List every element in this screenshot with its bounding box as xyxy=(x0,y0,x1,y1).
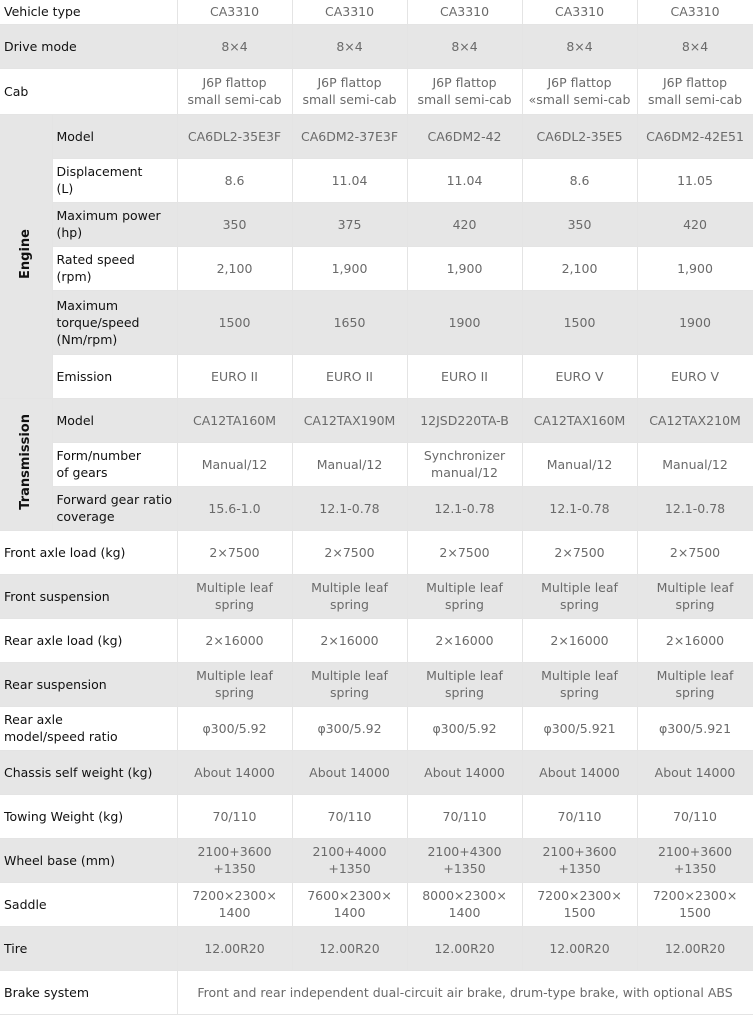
spec-row xyxy=(0,398,753,442)
cell-value: 1,900 xyxy=(292,246,407,290)
row-label: Emission xyxy=(52,354,177,398)
cell-value: 8000×2300× 1400 xyxy=(407,882,522,926)
cell-value: 11.04 xyxy=(292,158,407,202)
row-label: Form/number of gears xyxy=(52,442,177,486)
cell-value: 12.00R20 xyxy=(292,926,407,970)
row-label: Rear axle load (kg) xyxy=(0,618,177,662)
cell-value: 8×4 xyxy=(407,24,522,68)
cell-value: Multiple leaf spring xyxy=(522,574,637,618)
spec-row xyxy=(0,202,753,246)
cell-value: 2×7500 xyxy=(522,530,637,574)
group-label-cell xyxy=(0,398,52,530)
cell-value: 7200×2300× 1500 xyxy=(522,882,637,926)
cell-value: About 14000 xyxy=(177,750,292,794)
cell-value: 1,900 xyxy=(637,246,753,290)
cell-value: 1900 xyxy=(407,290,522,354)
spec-row xyxy=(0,0,753,24)
cell-value: 2×16000 xyxy=(637,618,753,662)
cell-value: 2×7500 xyxy=(292,530,407,574)
cell-value: About 14000 xyxy=(637,750,753,794)
cell-value: 8×4 xyxy=(292,24,407,68)
cell-value: 420 xyxy=(637,202,753,246)
cell-value: Multiple leaf spring xyxy=(407,574,522,618)
cell-value: 70/110 xyxy=(407,794,522,838)
spec-row xyxy=(0,926,753,970)
cell-value: CA6DM2-37E3F xyxy=(292,114,407,158)
cell-value: EURO II xyxy=(407,354,522,398)
cell-value: 8×4 xyxy=(177,24,292,68)
spec-row xyxy=(0,706,753,750)
cell-value: Multiple leaf spring xyxy=(522,662,637,706)
row-label: Model xyxy=(52,398,177,442)
cell-value: 11.05 xyxy=(637,158,753,202)
row-label: Wheel base (mm) xyxy=(0,838,177,882)
cell-value: 12.1-0.78 xyxy=(637,486,753,530)
spec-row xyxy=(0,290,753,354)
brake-value: Front and rear independent dual-circuit air brake, drum-type brake, with optional ABS xyxy=(177,970,753,1014)
cell-value: Manual/12 xyxy=(637,442,753,486)
spec-row xyxy=(0,618,753,662)
cell-value: 70/110 xyxy=(177,794,292,838)
spec-row xyxy=(0,750,753,794)
cell-value: φ300/5.921 xyxy=(522,706,637,750)
row-label: Chassis self weight (kg) xyxy=(0,750,177,794)
row-label: Saddle xyxy=(0,882,177,926)
group-label: Engine xyxy=(18,229,34,279)
row-label: Towing Weight (kg) xyxy=(0,794,177,838)
cell-value: 2×16000 xyxy=(522,618,637,662)
row-label: Drive mode xyxy=(0,24,177,68)
cell-value: J6P flattop small semi-cab xyxy=(177,68,292,114)
cell-value: 2100+4300 +1350 xyxy=(407,838,522,882)
cell-value: 2100+3600 +1350 xyxy=(637,838,753,882)
cell-value: 15.6-1.0 xyxy=(177,486,292,530)
spec-row xyxy=(0,68,753,114)
cell-value: 2×16000 xyxy=(407,618,522,662)
cell-value: 2,100 xyxy=(522,246,637,290)
cell-value: Multiple leaf spring xyxy=(637,574,753,618)
cell-value: CA6DL2-35E5 xyxy=(522,114,637,158)
cell-value: 375 xyxy=(292,202,407,246)
cell-value: EURO II xyxy=(292,354,407,398)
cell-value: 8.6 xyxy=(522,158,637,202)
cell-value: 12.00R20 xyxy=(407,926,522,970)
cell-value: 12.1-0.78 xyxy=(407,486,522,530)
cell-value: Synchronizer manual/12 xyxy=(407,442,522,486)
cell-value: CA3310 xyxy=(637,0,753,24)
row-label: Vehicle type xyxy=(0,0,177,24)
cell-value: CA3310 xyxy=(292,0,407,24)
cell-value: 2×16000 xyxy=(177,618,292,662)
cell-value: 70/110 xyxy=(292,794,407,838)
cell-value: Multiple leaf spring xyxy=(177,574,292,618)
cell-value: CA12TAX160M xyxy=(522,398,637,442)
cell-value: 1500 xyxy=(522,290,637,354)
cell-value: 8×4 xyxy=(637,24,753,68)
cell-value: CA3310 xyxy=(522,0,637,24)
cell-value: EURO V xyxy=(637,354,753,398)
cell-value: 2×7500 xyxy=(177,530,292,574)
spec-row xyxy=(0,882,753,926)
row-label: Model xyxy=(52,114,177,158)
spec-row xyxy=(0,794,753,838)
cell-value: 2×16000 xyxy=(292,618,407,662)
row-label: Forward gear ratio coverage xyxy=(52,486,177,530)
spec-row xyxy=(0,662,753,706)
cell-value: CA12TA160M xyxy=(177,398,292,442)
cell-value: EURO II xyxy=(177,354,292,398)
cell-value: About 14000 xyxy=(522,750,637,794)
cell-value: 70/110 xyxy=(637,794,753,838)
cell-value: 2×7500 xyxy=(407,530,522,574)
cell-value: Multiple leaf spring xyxy=(292,662,407,706)
cell-value: 2×7500 xyxy=(637,530,753,574)
row-label: Maximum torque/speed (Nm/rpm) xyxy=(52,290,177,354)
cell-value: 1500 xyxy=(177,290,292,354)
cell-value: J6P flattop small semi-cab xyxy=(292,68,407,114)
cell-value: 2100+4000 +1350 xyxy=(292,838,407,882)
cell-value: 1,900 xyxy=(407,246,522,290)
spec-row xyxy=(0,838,753,882)
cell-value: Manual/12 xyxy=(177,442,292,486)
cell-value: CA12TAX210M xyxy=(637,398,753,442)
cell-value: 2100+3600 +1350 xyxy=(177,838,292,882)
cell-value: CA6DL2-35E3F xyxy=(177,114,292,158)
group-label: Transmission xyxy=(18,414,34,510)
row-label: Displacement (L) xyxy=(52,158,177,202)
cell-value: CA6DM2-42E51 xyxy=(637,114,753,158)
cell-value: φ300/5.921 xyxy=(637,706,753,750)
cell-value: 8.6 xyxy=(177,158,292,202)
cell-value: φ300/5.92 xyxy=(177,706,292,750)
cell-value: 2,100 xyxy=(177,246,292,290)
row-label: Front axle load (kg) xyxy=(0,530,177,574)
cell-value: 8×4 xyxy=(522,24,637,68)
row-label: Front suspension xyxy=(0,574,177,618)
cell-value: 420 xyxy=(407,202,522,246)
spec-row xyxy=(0,486,753,530)
cell-value: Manual/12 xyxy=(292,442,407,486)
cell-value: 11.04 xyxy=(407,158,522,202)
row-label: Rear axle model/speed ratio xyxy=(0,706,177,750)
cell-value: 12.1-0.78 xyxy=(292,486,407,530)
cell-value: CA12TAX190M xyxy=(292,398,407,442)
spec-row-brake xyxy=(0,970,753,1014)
cell-value: 12JSD220TA-B xyxy=(407,398,522,442)
group-label-cell xyxy=(0,114,52,398)
cell-value: 7600×2300× 1400 xyxy=(292,882,407,926)
row-label: Rear suspension xyxy=(0,662,177,706)
cell-value: CA3310 xyxy=(407,0,522,24)
cell-value: J6P flattop «small semi-cab xyxy=(522,68,637,114)
cell-value: CA3310 xyxy=(177,0,292,24)
cell-value: 2100+3600 +1350 xyxy=(522,838,637,882)
cell-value: 70/110 xyxy=(522,794,637,838)
row-label: Cab xyxy=(0,68,177,114)
cell-value: Multiple leaf spring xyxy=(407,662,522,706)
spec-row xyxy=(0,574,753,618)
cell-value: 12.00R20 xyxy=(637,926,753,970)
spec-row xyxy=(0,246,753,290)
spec-row xyxy=(0,24,753,68)
cell-value: About 14000 xyxy=(292,750,407,794)
cell-value: 7200×2300× 1400 xyxy=(177,882,292,926)
cell-value: J6P flattop small semi-cab xyxy=(637,68,753,114)
row-label: Brake system xyxy=(0,970,177,1014)
spec-row xyxy=(0,354,753,398)
row-label: Maximum power (hp) xyxy=(52,202,177,246)
cell-value: Manual/12 xyxy=(522,442,637,486)
row-label: Tire xyxy=(0,926,177,970)
cell-value: 12.00R20 xyxy=(177,926,292,970)
cell-value: Multiple leaf spring xyxy=(637,662,753,706)
spec-row xyxy=(0,158,753,202)
spec-row xyxy=(0,442,753,486)
cell-value: 1650 xyxy=(292,290,407,354)
cell-value: 350 xyxy=(522,202,637,246)
cell-value: 1900 xyxy=(637,290,753,354)
cell-value: φ300/5.92 xyxy=(407,706,522,750)
row-label: Rated speed (rpm) xyxy=(52,246,177,290)
cell-value: Multiple leaf spring xyxy=(292,574,407,618)
cell-value: 12.1-0.78 xyxy=(522,486,637,530)
cell-value: 350 xyxy=(177,202,292,246)
cell-value: EURO V xyxy=(522,354,637,398)
cell-value: φ300/5.92 xyxy=(292,706,407,750)
cell-value: Multiple leaf spring xyxy=(177,662,292,706)
cell-value: CA6DM2-42 xyxy=(407,114,522,158)
cell-value: About 14000 xyxy=(407,750,522,794)
cell-value: J6P flattop small semi-cab xyxy=(407,68,522,114)
spec-row xyxy=(0,530,753,574)
cell-value: 7200×2300× 1500 xyxy=(637,882,753,926)
spec-row xyxy=(0,114,753,158)
cell-value: 12.00R20 xyxy=(522,926,637,970)
